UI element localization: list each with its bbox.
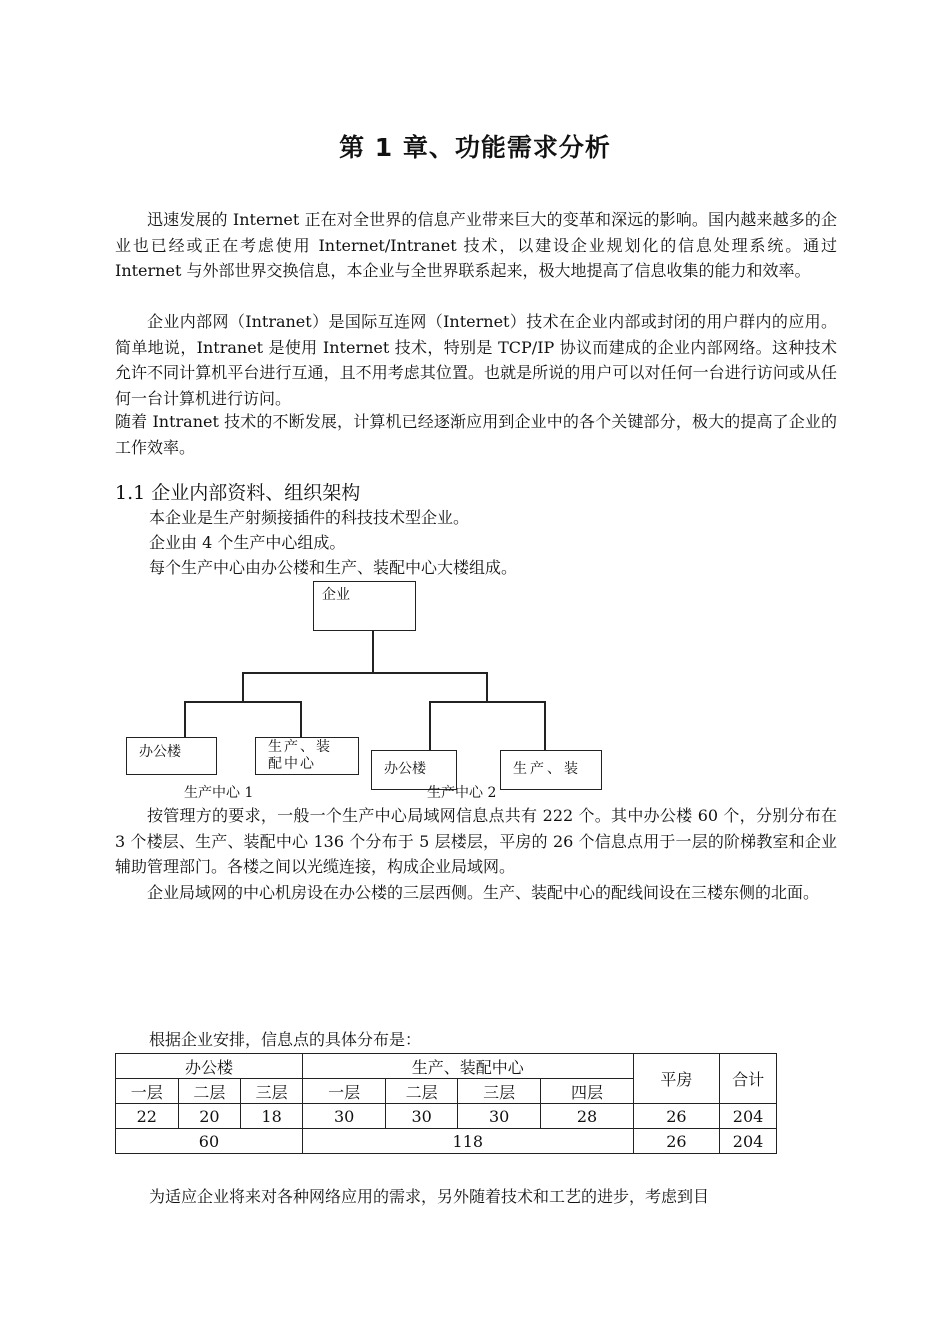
connector-line (372, 630, 374, 673)
intro-paragraph-2: 企业内部网（Intranet）是国际互连网（Internet）技术在企业内部或封闭的用户群内的应用。简单地说，Intranet 是使用 Internet 技术，特别是 TCP/IP 协议而建成的企业内部网络。这种技术允许不同计算机平台进行互通，且不用考虑其位置。也就是所说的用户可以对任何一台进行访问或从任何一台计算机进行访问。 (115, 312, 837, 408)
center1-office-box (126, 737, 217, 775)
center1-office-label: 办公楼 (139, 744, 181, 760)
section-heading: 1.1 企业内部资料、组织架构 (115, 482, 361, 504)
table-cell: 204 (720, 1129, 777, 1154)
center2-production-box (500, 750, 602, 790)
table-header-production: 生产、装配中心 (302, 1054, 633, 1079)
table-cell: 26 (633, 1129, 719, 1154)
table-header-cell: 一层 (116, 1079, 179, 1104)
table-cell: 26 (633, 1104, 719, 1129)
section-line-2: 企业由 4 个生产中心组成。 (149, 533, 346, 552)
connector-line (242, 672, 487, 674)
table-cell: 18 (241, 1104, 303, 1129)
connector-line (544, 701, 546, 751)
section-line-1: 本企业是生产射频接插件的科技技术型企业。 (149, 508, 470, 527)
body-paragraph-1: 按管理方的要求，一般一个生产中心局域网信息点共有 222 个。其中办公楼 60 个，分别分布在 3 个楼层、生产、装配中心 136 个分布于 5 层楼层，平房的 26 个信息点用于一层的阶梯教室和企业辅助管理部门。各楼之间以光缆连接，构成企业局域网。 (115, 806, 837, 876)
connector-line (184, 701, 186, 738)
table-header-total: 合计 (720, 1054, 777, 1104)
center1-production-label: 生产、装配中心 (268, 739, 332, 772)
table-header-cell: 二层 (386, 1079, 458, 1104)
center1-caption: 生产中心 1 (184, 785, 254, 801)
table-cell: 204 (720, 1104, 777, 1129)
table-cell: 30 (457, 1104, 540, 1129)
table-header-office: 办公楼 (116, 1054, 303, 1079)
connector-line (242, 672, 244, 702)
connector-line (300, 701, 302, 738)
connector-line (486, 672, 488, 702)
table-cell: 118 (302, 1129, 633, 1154)
table-header-cell: 一层 (302, 1079, 385, 1104)
org-root-label: 企业 (322, 587, 350, 603)
center2-caption: 生产中心 2 (427, 785, 497, 801)
body-paragraph-2: 企业局域网的中心机房设在办公楼的三层西侧。生产、装配中心的配线间设在三楼东侧的北面。 (147, 883, 820, 902)
page-title: 第 1 章、功能需求分析 (339, 133, 611, 162)
table-header-cell: 三层 (241, 1079, 303, 1104)
closing-line: 为适应企业将来对各种网络应用的需求，另外随着技术和工艺的进步，考虑到目 (149, 1187, 710, 1206)
intro-paragraph-3: 随着 Intranet 技术的不断发展，计算机已经逐渐应用到企业中的各个关键部分，极大的提高了企业的工作效率。 (115, 412, 837, 457)
distribution-table (115, 1053, 777, 1154)
section-line-3: 每个生产中心由办公楼和生产、装配中心大楼组成。 (149, 558, 518, 577)
connector-line (429, 701, 431, 751)
table-intro: 根据企业安排，信息点的具体分布是： (149, 1030, 422, 1049)
table-cell: 20 (178, 1104, 241, 1129)
intro-paragraph-1: 迅速发展的 Internet 正在对全世界的信息产业带来巨大的变革和深远的影响。国内越来越多的企业也已经或正在考虑使用 Internet/Intranet 技术，以建设企业规划化的信息处理系统。通过 Internet 与外部世界交换信息，本企业与全世界联系起来，极大地提高了信息收集的能力和效率。 (115, 210, 837, 280)
table-cell: 30 (302, 1104, 385, 1129)
table-header-bungalow: 平房 (633, 1054, 719, 1104)
connector-line (184, 701, 301, 703)
table-row (116, 1129, 777, 1154)
connector-line (429, 701, 545, 703)
table-row (116, 1104, 777, 1129)
center1-production-box (255, 737, 359, 775)
table-cell: 22 (116, 1104, 179, 1129)
table-header-cell: 四层 (541, 1079, 633, 1104)
org-root-box (313, 581, 416, 631)
table-cell: 28 (541, 1104, 633, 1129)
table-header-cell: 二层 (178, 1079, 241, 1104)
table-cell: 60 (116, 1129, 303, 1154)
table-header-cell: 三层 (457, 1079, 540, 1104)
center2-office-label: 办公楼 (384, 761, 426, 777)
center2-production-label: 生产、装 (513, 761, 581, 777)
table-cell: 30 (386, 1104, 458, 1129)
